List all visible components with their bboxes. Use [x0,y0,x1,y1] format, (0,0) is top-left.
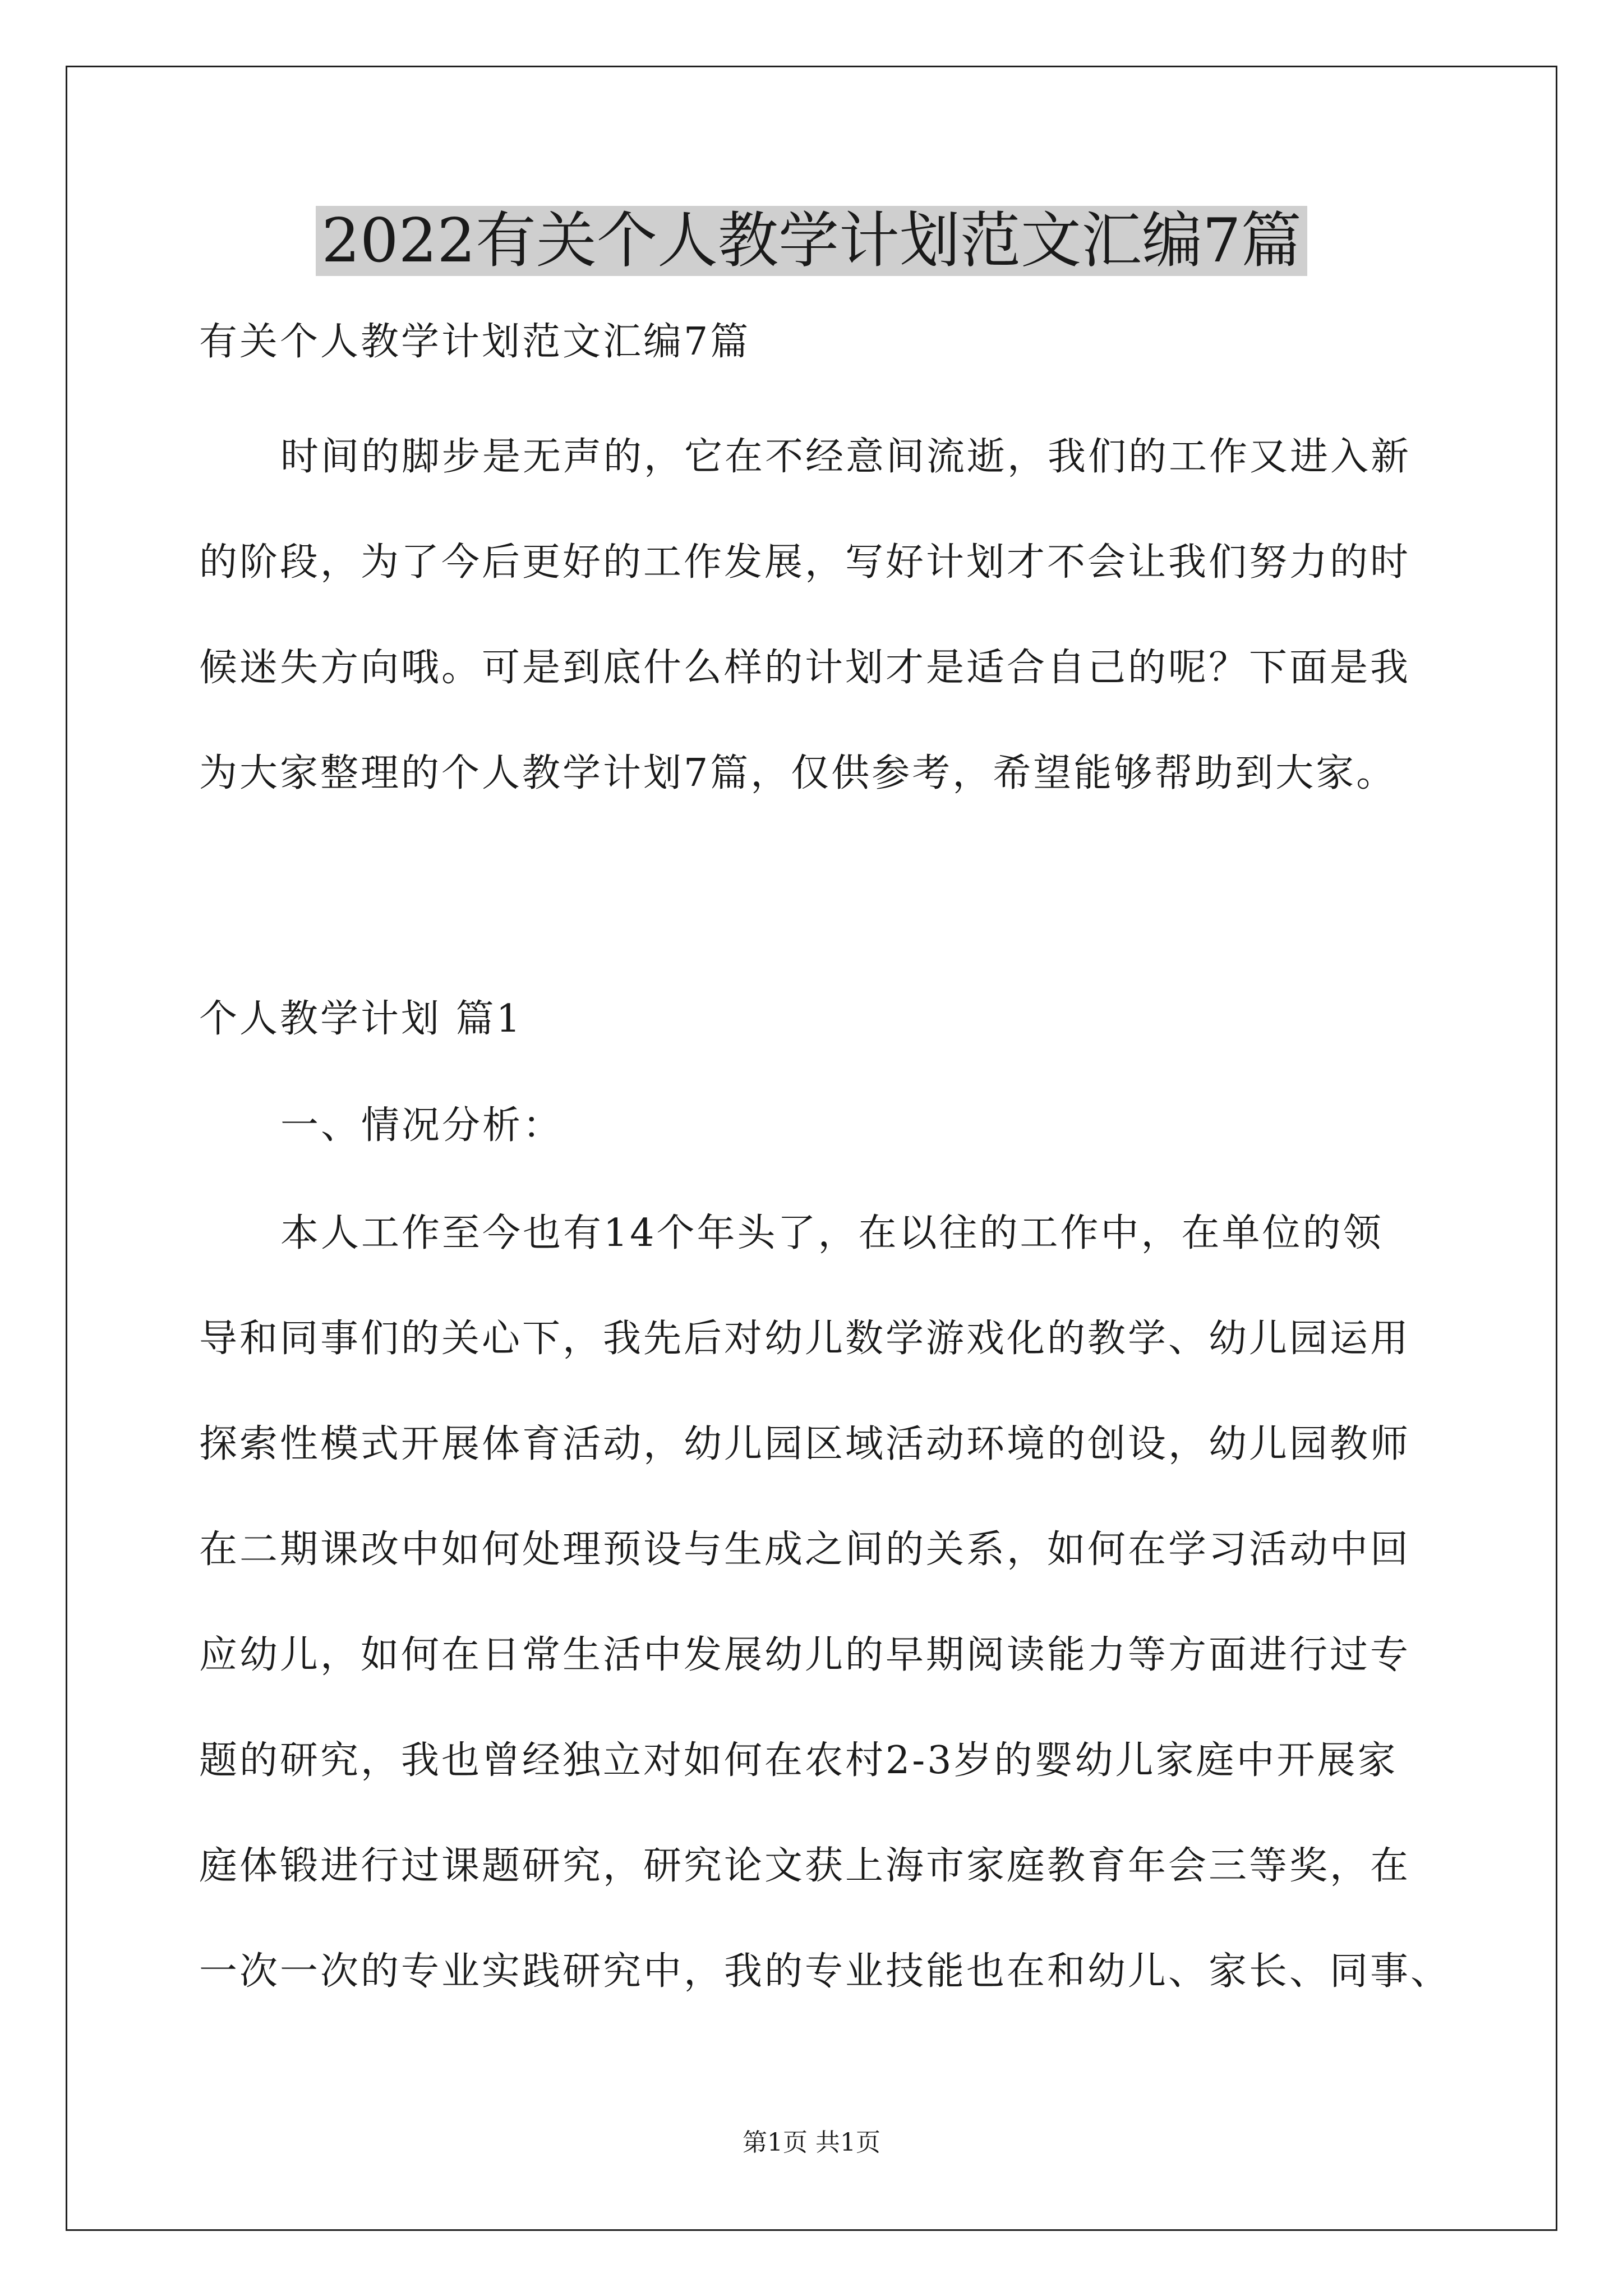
intro-line-2: 的阶段，为了今后更好的工作发展，写好计划才不会让我们努力的时 [199,540,1411,585]
document-subtitle: 有关个人教学计划范文汇编7篇 [199,320,751,364]
body-line-5: 应幼儿，如何在日常生活中发展幼儿的早期阅读能力等方面进行过专 [199,1633,1411,1677]
document-title [0,202,1623,280]
body-line-3: 探索性模式开展体育活动，幼儿园区域活动环境的创设，幼儿园教师 [199,1422,1411,1466]
body-line-6: 题的研究，我也曾经独立对如何在农村2-3岁的婴幼儿家庭中开展家 [199,1738,1398,1783]
intro-line-3: 候迷失方向哦。可是到底什么样的计划才是适合自己的呢？下面是我 [199,646,1411,690]
page-footer: 第1页 共1页 [743,2128,880,2157]
body-line-7: 庭体锻进行过课题研究，研究论文获上海市家庭教育年会三等奖，在 [199,1844,1411,1888]
body-line-4: 在二期课改中如何处理预设与生成之间的关系，如何在学习活动中回 [199,1527,1411,1572]
body-line-2: 导和同事们的关心下，我先后对幼儿数学游戏化的教学、幼儿园运用 [199,1317,1411,1361]
subsection-heading: 一、情况分析： [280,1103,564,1148]
intro-line-1: 时间的脚步是无声的，它在不经意间流逝，我们的工作又进入新 [280,435,1412,479]
intro-line-4: 为大家整理的个人教学计划7篇，仅供参考，希望能够帮助到大家。 [199,751,1397,795]
body-line-1: 本人工作至今也有14个年头了，在以往的工作中，在单位的领 [280,1211,1384,1255]
body-line-8: 一次一次的专业实践研究中，我的专业技能也在和幼儿、家长、同事、 [199,1949,1451,1994]
section-heading: 个人教学计划 篇1 [199,997,523,1041]
document-title-text: 2022有关个人教学计划范文汇编7篇 [316,206,1307,276]
